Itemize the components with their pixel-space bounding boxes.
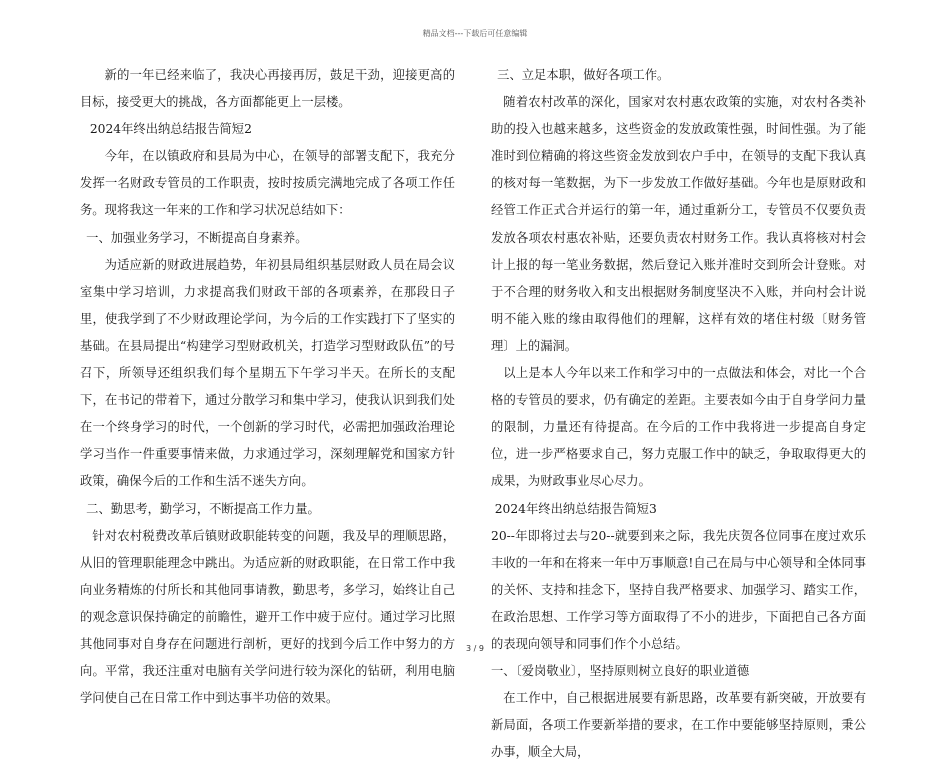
paragraph: 20--年即将过去与20--就要到来之际，我先庆贺各位同事在度过欢乐丰收的一年和在将来一年中万事顺意!自己在局与中心领导和全体同事的关怀、支持和挂念下，坚持自我严格要求、加强学习、踏实工作，在政治思想、工作学习等方面取得了不小的进步，下面把自己各方面的表现向领导和同事们作个小总结。 — [491, 528, 866, 651]
paragraph: 随着农村改革的深化，国家对农村惠农政策的实施，对农村各类补助的投入也越来越多，这些资金的发放政策性强，时间性强。为了能准时到位精确的将这些资金发放到农户手中，在领导的支配下我认真的核对每一笔数据，为下一步发放工作做好基础。今年也是原财政和经管工作正式合并运行的第一年，通过重新分工，专管员不仅要负责发放各项农村惠农补贴，还要负责农村财务工作。我认真将核对村会计上报的每一笔业务数据，然后登记入账并准时交到所会计登账。对于不合理的财务收入和支出根据财务制度坚决不入账，并向村会计说明不能入账的缘由取得他们的理解，这样有效的堵住村级〔财务管理〕上的漏洞。 — [491, 95, 866, 353]
paragraph-heading: 一、〔爱岗敬业〕，坚持原则树立良好的职业道德 — [491, 664, 750, 679]
paragraph: 在工作中，自己根据进展要有新思路，改革要有新突破，开放要有新局面，各项工作要新举措的要求，在工作中要能够坚持原则，秉公办事，顺全大局， — [491, 691, 866, 760]
paragraph-heading: 一、加强业务学习，不断提高自身素养。 — [86, 230, 308, 245]
section-title: 2024年终出纳总结报告简短2 — [89, 122, 252, 137]
paragraph: 针对农村税费改革后镇财政职能转变的问题，我及早的理顺思路，从旧的管理职能理念中跳出。为适应新的财政职能，在日常工作中我向业务精炼的付所长和其他同事请教，勤思考，多学习，始终让自己的观念意识保持确定的前瞻性，避开工作中疲于应付。通过学习比照其他同事对自身存在问题进行剖析，更好的找到今后工作中努力的方向。平常，我还注重对电脑有关学问进行较为深化的钻研，利用电脑学问使自己在日常工作中到达事半功倍的效果。 — [80, 528, 455, 706]
paragraph: 以上是本人今年以来工作和学习中的一点做法和体会，对比一个合格的专管员的要求，仍有确定的差距。主要表如今由于自身学问力量的限制，力量还有待提高。在今后的工作中我将进一步提高自身定位，进一步严格要求自己，努力克服工作中的缺乏，争取取得更大的成果，为财政事业尽心尽力。 — [491, 366, 866, 489]
paragraph: 为适应新的财政进展趋势，年初县局组织基层财政人员在局会议室集中学习培训，力求提高我们财政干部的各项素养，在那段日子里，使我学到了不少财政理论学问，为今后的工作实践打下了坚实的基础。在县局提出“构建学习型财政机关，打造学习型财政队伍”的号召下，所领导还组织我们每个星期五下午学习半天。在所长的支配下，在书记的带着下，通过分散学习和集中学习，使我认识到我们处在一个终身学习的时代，一个创新的学习时代，必需把加强政治理论学习当作一件重要事情来做，力求通过学习，深刻理解党和国家方针政策，确保今后的工作和生活不迷失方向。 — [80, 257, 455, 489]
right-column — [491, 62, 866, 766]
left-column — [80, 62, 455, 712]
paragraph: 新的一年已经来临了，我决心再接再厉，鼓足干劲，迎接更高的目标，接受更大的挑战，各方面都能更上一层楼。 — [80, 68, 455, 110]
paragraph-heading: 三、立足本职，做好各项工作。 — [497, 68, 670, 82]
page-header: 精品文档---下载后可任意编辑 — [422, 29, 528, 38]
section-title: 2024年终出纳总结报告简短3 — [494, 501, 657, 516]
page-number: 3 / 9 — [466, 644, 484, 653]
paragraph: 今年，在以镇政府和县局为中心，在领导的部署支配下，我充分发挥一名财政专管员的工作职责，按时按质完满地完成了各项工作任务。现将我这一年来的工作和学习状况总结如下： — [80, 149, 455, 218]
paragraph-heading: 二、勤思考，勤学习，不断提高工作力量。 — [86, 501, 320, 516]
